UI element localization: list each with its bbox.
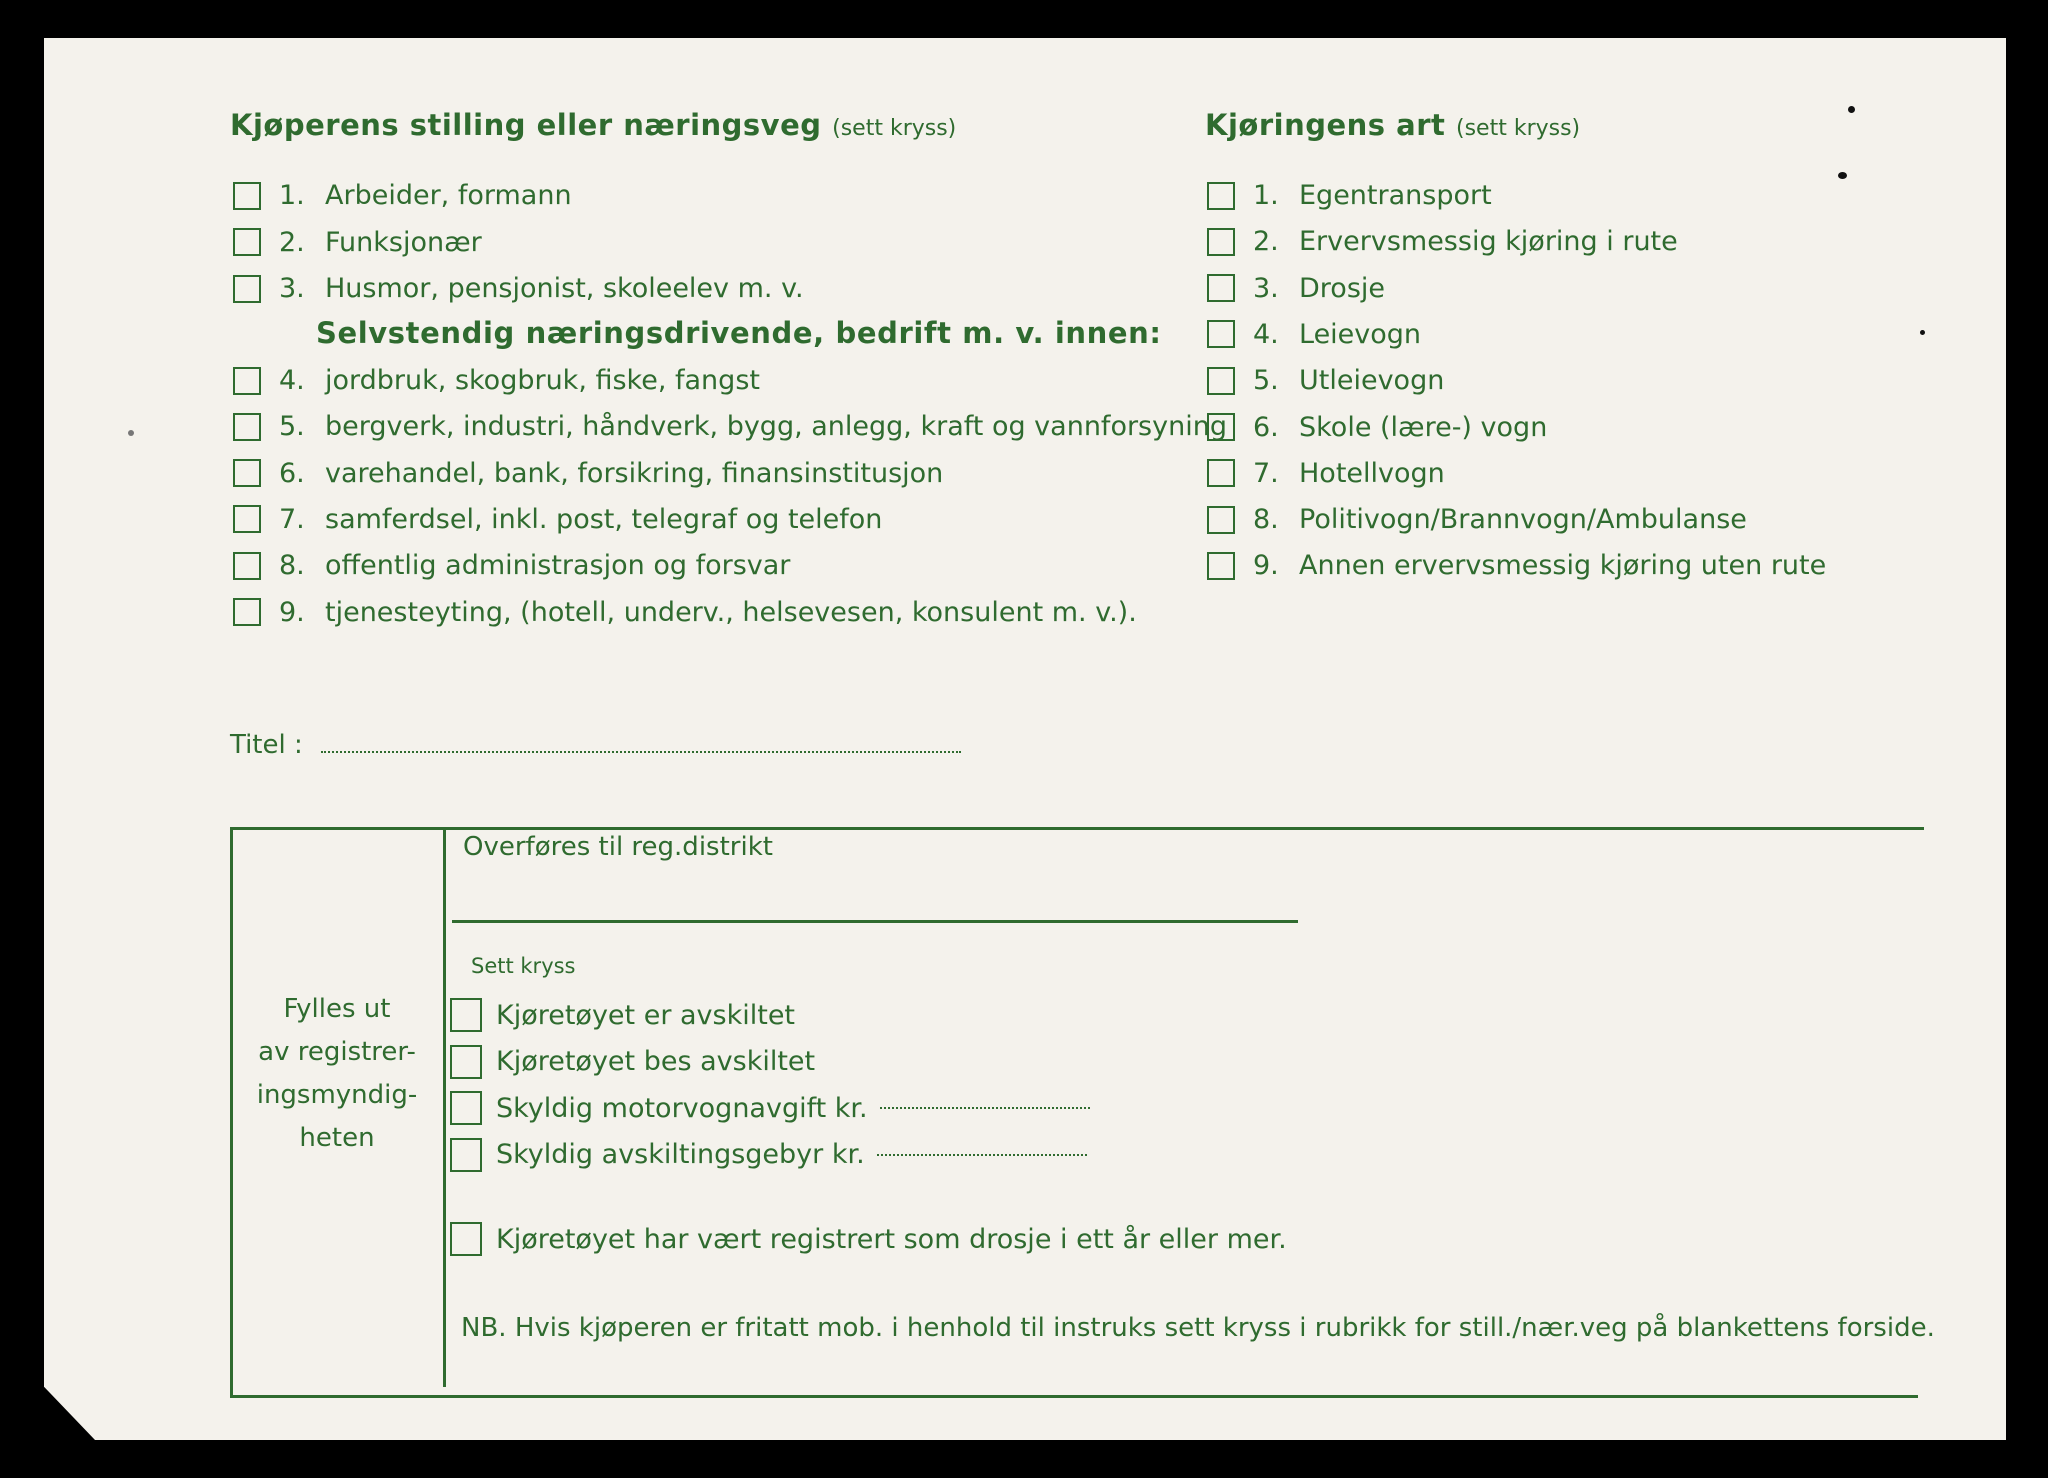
nb-note: NB. Hvis kjøperen er fritatt mob. i henhold til instruks sett kryss i rubrikk for still./nær.veg på blankettens forside. [461, 1313, 1935, 1343]
registry-check-row [450, 998, 795, 1032]
option-number: 1. [279, 180, 305, 211]
option-label: Hotellvogn [1299, 457, 1445, 489]
box-top-border [232, 827, 1924, 830]
option-row [233, 227, 482, 258]
option-label: Ervervsmessig kjøring i rute [1299, 226, 1678, 258]
option-checkbox[interactable] [233, 598, 261, 626]
option-checkbox[interactable] [233, 459, 261, 487]
option-checkbox[interactable] [1207, 506, 1235, 534]
title-field[interactable] [230, 730, 961, 760]
option-checkbox[interactable] [1207, 459, 1235, 487]
option-row [233, 411, 1227, 442]
amount-dotted-field[interactable] [877, 1154, 1087, 1156]
check-note: Sett kryss [471, 954, 576, 978]
box-bottom-border [230, 1395, 1918, 1398]
right-section-heading [1205, 108, 1580, 142]
option-label: Arbeider, formann [325, 180, 572, 211]
option-checkbox[interactable] [233, 413, 261, 441]
registry-checkbox[interactable] [450, 1045, 482, 1079]
option-label: Annen ervervsmessig kjøring uten rute [1299, 550, 1827, 582]
side-label-line: heten [299, 1123, 375, 1153]
option-row [1207, 180, 1492, 211]
transfer-label: Overføres til reg.distrikt [463, 832, 773, 862]
option-checkbox[interactable] [1207, 552, 1235, 580]
option-row [1207, 504, 1747, 535]
option-row [233, 273, 804, 304]
registry-check-label: Kjøretøyet bes avskiltet [496, 1046, 816, 1077]
option-label: offentlig administrasjon og forsvar [325, 550, 791, 582]
option-label: Skole (lære-) vogn [1299, 411, 1548, 443]
registry-checkbox[interactable] [450, 1091, 482, 1125]
option-row [1207, 458, 1445, 489]
registry-check-label: Skyldig avskiltingsgebyr kr. [496, 1139, 865, 1170]
option-label: bergverk, industri, håndverk, bygg, anlegg, kraft og vannforsyning [325, 411, 1227, 443]
option-checkbox[interactable] [233, 505, 261, 533]
option-number: 7. [1253, 457, 1279, 489]
option-number: 1. [1253, 180, 1279, 211]
option-checkbox[interactable] [1207, 320, 1235, 348]
option-number: 5. [1253, 365, 1279, 397]
registry-check-row [450, 1138, 1087, 1172]
option-checkbox[interactable] [233, 367, 261, 395]
option-label: jordbruk, skogbruk, fiske, fangst [325, 365, 760, 396]
option-row [1207, 365, 1444, 396]
transfer-district-field[interactable] [452, 920, 1298, 923]
registry-check-label: Kjøretøyet er avskiltet [496, 999, 796, 1031]
option-label: Utleievogn [1299, 365, 1445, 397]
option-number: 2. [1253, 226, 1279, 258]
option-number: 8. [279, 550, 305, 582]
speck [128, 430, 134, 436]
option-number: 3. [1253, 272, 1279, 304]
option-number: 9. [279, 596, 305, 628]
registry-check-row [450, 1091, 1090, 1125]
registry-check-row [450, 1045, 815, 1079]
option-label: tjenesteyting, (hotell, underv., helsevesen, konsulent m. v.). [325, 596, 1137, 628]
subheading: Selvstendig næringsdrivende, bedrift m. v. innen: [316, 316, 1162, 350]
registry-check-label: Skyldig motorvognavgift kr. [496, 1092, 868, 1124]
option-checkbox[interactable] [233, 182, 261, 210]
option-number: 4. [279, 365, 305, 396]
speck [1848, 106, 1855, 113]
drosje-checkbox[interactable] [450, 1222, 482, 1256]
drosje-check-row [450, 1222, 1287, 1256]
option-row [233, 550, 790, 581]
right-heading-text: Kjøringens art [1205, 108, 1446, 142]
option-row [233, 597, 1137, 628]
left-section-heading [230, 108, 956, 142]
side-label-line: ingsmyndig- [256, 1080, 418, 1110]
option-number: 9. [1253, 550, 1279, 582]
left-heading-note: (sett kryss) [832, 116, 957, 141]
option-row [1207, 412, 1547, 443]
title-dotted-line [321, 751, 961, 753]
registry-checkbox[interactable] [450, 1138, 482, 1172]
option-number: 6. [1253, 411, 1279, 443]
option-number: 6. [279, 457, 305, 489]
option-number: 7. [279, 503, 305, 535]
right-heading-note: (sett kryss) [1456, 116, 1581, 141]
option-checkbox[interactable] [233, 275, 261, 303]
option-checkbox[interactable] [1207, 413, 1235, 441]
option-label: Politivogn/Brannvogn/Ambulanse [1299, 504, 1747, 536]
option-label: Egentransport [1299, 180, 1492, 211]
option-row [233, 365, 760, 396]
option-checkbox[interactable] [1207, 367, 1235, 395]
registry-checkbox[interactable] [450, 998, 482, 1032]
option-row [233, 180, 572, 211]
option-number: 8. [1253, 504, 1279, 536]
option-checkbox[interactable] [1207, 274, 1235, 302]
title-label: Titel : [230, 730, 303, 760]
side-label-line: av registrer- [258, 1037, 416, 1067]
option-label: Drosje [1299, 272, 1385, 304]
option-label: samferdsel, inkl. post, telegraf og telefon [325, 503, 883, 535]
option-label: varehandel, bank, forsikring, finansinstitusjon [325, 457, 944, 489]
option-number: 4. [1253, 318, 1279, 350]
option-row [233, 504, 882, 535]
option-row [1207, 226, 1678, 257]
option-label: Leievogn [1299, 318, 1422, 350]
option-number: 5. [279, 411, 305, 443]
option-row [233, 458, 943, 489]
option-checkbox[interactable] [1207, 182, 1235, 210]
option-label: Funksjonær [325, 226, 482, 258]
option-number: 2. [279, 226, 305, 258]
box-divider [443, 827, 446, 1387]
drosje-check-label: Kjøretøyet har vært registrert som drosje i ett år eller mer. [496, 1223, 1287, 1255]
side-label-line: Fylles ut [283, 994, 391, 1024]
amount-dotted-field[interactable] [880, 1107, 1090, 1109]
option-row [1207, 273, 1385, 304]
option-row [1207, 550, 1826, 581]
option-label: Husmor, pensjonist, skoleelev m. v. [325, 273, 804, 304]
option-checkbox[interactable] [233, 552, 261, 580]
left-heading-text: Kjøperens stilling eller næringsveg [230, 108, 822, 142]
side-label [232, 988, 442, 1160]
option-number: 3. [279, 273, 305, 304]
option-row [1207, 319, 1421, 350]
speck [1920, 330, 1925, 335]
option-checkbox[interactable] [233, 228, 261, 256]
option-checkbox[interactable] [1207, 228, 1235, 256]
speck [1838, 172, 1847, 179]
